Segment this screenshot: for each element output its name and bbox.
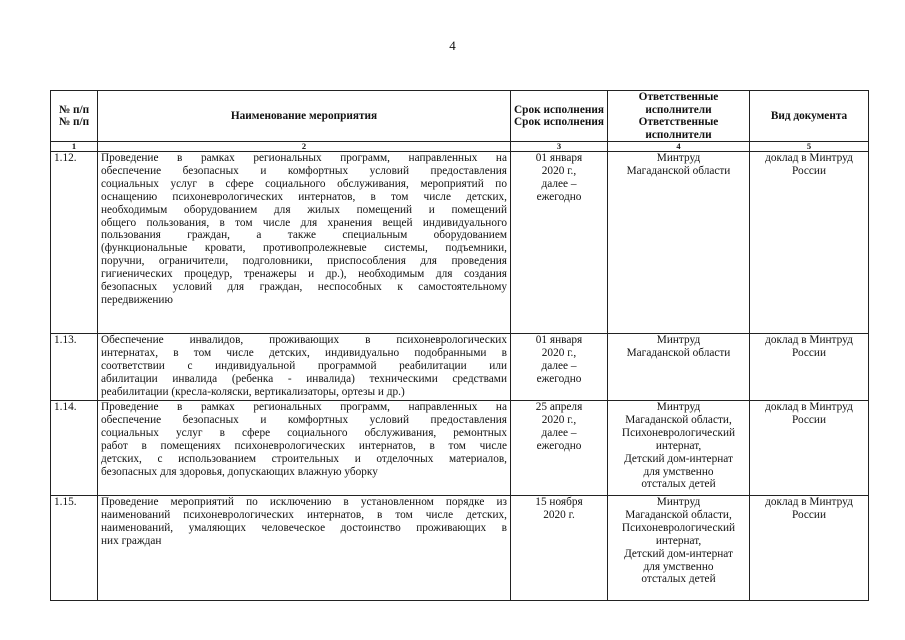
- cell-document: [750, 334, 869, 401]
- executor-line: Психоневрологический: [621, 426, 736, 439]
- cell-document: [750, 401, 869, 496]
- cell-executors: [608, 401, 750, 496]
- action-name-line: соответствии с индивидуальной программой реабилитации или: [101, 359, 507, 372]
- cell-executors: [608, 334, 750, 401]
- term-line: 2020 г.,: [541, 346, 577, 359]
- action-name-line: поручни, ограничители, подголовники, приспособления для проведения: [101, 255, 507, 268]
- term-line: ежегодно: [536, 372, 582, 385]
- term-line: далее –: [541, 359, 577, 372]
- cell-term: [511, 496, 608, 601]
- cell-term: [511, 152, 608, 334]
- action-name-line: социальных услуг в сфере социального обслуживания, ремонтных: [101, 426, 507, 439]
- cell-number: 1.14.: [51, 401, 98, 496]
- executor-line: Магаданской области,: [625, 508, 732, 521]
- action-name-line: реабилитации (кресла-коляски, вертикализаторы, ортезы и др.): [101, 385, 405, 398]
- document-line: России: [791, 508, 827, 521]
- action-name-line: безопасных для здоровья, допускающих влажную уборку: [101, 465, 378, 478]
- table-row: [51, 152, 869, 334]
- executor-line: Минтруд: [656, 401, 701, 413]
- action-name-line: передвижению: [101, 293, 173, 306]
- action-name-line: общего пользования, в том числе для хранения вещей индивидуального: [101, 216, 507, 229]
- term-line: 15 ноября: [535, 496, 583, 508]
- table-row: [51, 496, 869, 601]
- header-document: Вид документа: [750, 91, 869, 142]
- executor-line: Детский дом-интернат: [624, 452, 733, 465]
- executor-line: Магаданской области: [626, 164, 731, 177]
- document-line: России: [791, 413, 827, 426]
- header-line: Ответственные исполнители: [638, 91, 719, 116]
- executor-line: отсталых детей: [641, 478, 716, 491]
- term-line: 2020 г.,: [541, 413, 577, 426]
- header-line: № п/п: [58, 116, 90, 128]
- action-name-line: обеспечение безопасных и комфортных условий предоставления: [101, 413, 507, 426]
- table-row: [51, 334, 869, 401]
- action-name-line: детских, с использованием строительных и отделочных материалов,: [101, 452, 507, 465]
- column-number: 4: [608, 142, 750, 152]
- column-number: 5: [750, 142, 869, 152]
- header-line: Ответственные исполнители: [638, 116, 719, 141]
- column-number-row: [51, 142, 869, 152]
- column-number: 2: [98, 142, 511, 152]
- header-line: Срок исполнения: [514, 116, 604, 128]
- action-name-line: обеспечение безопасных и комфортных условий предоставления: [101, 164, 507, 177]
- column-number: 3: [511, 142, 608, 152]
- executor-line: Минтруд: [656, 496, 701, 508]
- document-line: доклад в Минтруд: [765, 152, 853, 164]
- cell-number: 1.15.: [51, 496, 98, 601]
- executor-line: для умственно: [643, 560, 714, 573]
- executor-line: интернат,: [655, 439, 702, 452]
- column-number: 1: [51, 142, 98, 152]
- table-header-row: [51, 91, 869, 142]
- executor-line: Минтруд: [656, 152, 701, 164]
- cell-action-name: [98, 496, 511, 601]
- document-line: доклад в Минтруд: [765, 401, 853, 413]
- cell-action-name: [98, 334, 511, 401]
- header-term: [511, 91, 608, 142]
- executor-line: Психоневрологический: [621, 521, 736, 534]
- action-name-line: Проведение мероприятий по исключению в установленном порядке из: [101, 496, 507, 508]
- term-line: далее –: [541, 426, 577, 439]
- term-line: 01 января: [535, 152, 583, 164]
- action-name-line: Проведение в рамках региональных программ, направленных на: [101, 401, 507, 413]
- cell-number: 1.13.: [51, 334, 98, 401]
- term-line: 01 января: [535, 334, 583, 346]
- cell-term: [511, 401, 608, 496]
- action-plan-table: [50, 90, 869, 601]
- action-name-line: безопасных условий для граждан, неспособных к самостоятельному: [101, 281, 507, 294]
- action-name-line: оснащению психоневрологических интернатов, в том числе детских,: [101, 190, 507, 203]
- action-name-line: наименований психоневрологических интернатов, в том числе детских,: [101, 508, 507, 521]
- action-name-line: гигиенических процедур, тренажеры и др.), необходимым для создания: [101, 268, 507, 281]
- document-line: доклад в Минтруд: [765, 496, 853, 508]
- header-number: [51, 91, 98, 142]
- document-line: доклад в Минтруд: [765, 334, 853, 346]
- header-line: № п/п: [58, 103, 90, 116]
- header-executors: [608, 91, 750, 142]
- term-line: 2020 г.: [543, 508, 575, 521]
- table-row: [51, 401, 869, 496]
- term-line: далее –: [541, 177, 577, 190]
- executor-line: Магаданской области: [626, 346, 731, 359]
- executor-line: для умственно: [643, 465, 714, 478]
- cell-number: 1.12.: [51, 152, 98, 334]
- document-line: России: [791, 346, 827, 359]
- executor-line: Детский дом-интернат: [624, 547, 733, 560]
- cell-action-name: [98, 401, 511, 496]
- cell-document: [750, 496, 869, 601]
- cell-document: [750, 152, 869, 334]
- cell-term: [511, 334, 608, 401]
- action-name-line: работ в помещениях психоневрологических интернатов, в том числе: [101, 439, 507, 452]
- action-name-line: (функциональные кровати, противопролежневые системы, подъемники,: [101, 242, 507, 255]
- executor-line: интернат,: [655, 534, 702, 547]
- action-name-line: них граждан: [101, 534, 162, 547]
- action-name-line: Обеспечение инвалидов, проживающих в психоневрологических: [101, 334, 507, 346]
- document-line: России: [791, 164, 827, 177]
- executor-line: Минтруд: [656, 334, 701, 346]
- action-name-line: необходимым оборудованием для жилых помещений и помещений: [101, 203, 507, 216]
- action-name-line: пользования граждан, а также специальным оборудованием: [101, 229, 507, 242]
- executor-line: отсталых детей: [641, 573, 716, 586]
- header-name: Наименование мероприятия: [98, 91, 511, 142]
- cell-action-name: [98, 152, 511, 334]
- term-line: 2020 г.,: [541, 164, 577, 177]
- term-line: ежегодно: [536, 439, 582, 452]
- term-line: ежегодно: [536, 190, 582, 203]
- page-number: 4: [449, 38, 456, 53]
- header-line: Срок исполнения: [514, 103, 604, 116]
- executor-line: Магаданской области,: [625, 413, 732, 426]
- action-name-line: абилитации инвалида (ребенка - инвалида) техническими средствами: [101, 372, 507, 385]
- cell-executors: [608, 496, 750, 601]
- action-name-line: Проведение в рамках региональных программ, направленных на: [101, 152, 507, 164]
- action-name-line: наименований, умаляющих человеческое достоинство проживающих в: [101, 521, 507, 534]
- term-line: 25 апреля: [535, 401, 583, 413]
- action-name-line: социальных услуг в сфере социального обслуживания, мероприятий по: [101, 177, 507, 190]
- cell-executors: [608, 152, 750, 334]
- action-name-line: интернатах, в том числе детских, индивидуально подобранными в: [101, 346, 507, 359]
